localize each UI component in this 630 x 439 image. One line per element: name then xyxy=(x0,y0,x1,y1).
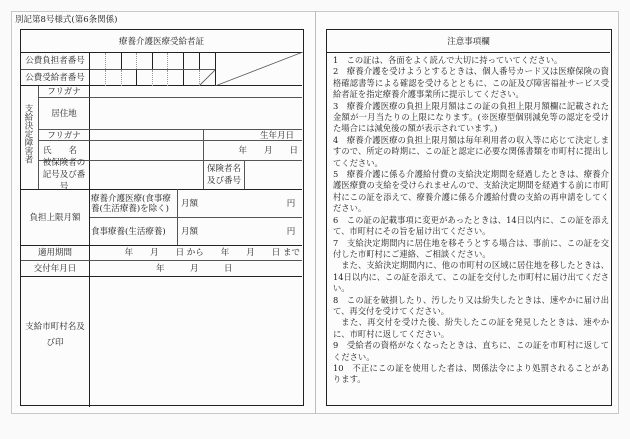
unused-area-slash xyxy=(215,52,303,86)
certificate-table xyxy=(20,29,304,406)
note-item: また、再交付を受けた後、紛失したこの証を発見したときは、速やかに、市町村に返してください。 xyxy=(333,317,609,339)
address-label: 居住地 xyxy=(51,108,77,119)
public-recipient-number-field[interactable] xyxy=(90,70,215,86)
meal-yen-unit: 円 xyxy=(286,226,296,237)
issue-date-field[interactable]: 年 月 日 xyxy=(156,263,233,274)
note-item: 3 療養介護医療の負担上限月額はこの証の負担上限月額欄に記載された金額が一月当たりの上限になります。(※医療型個別減免等の認定を受けた場合には減免後の額が表示されています。) xyxy=(333,100,609,134)
furigana-name-label: フリガナ xyxy=(47,130,81,141)
note-item: 8 この証を破損したり、汚したり又は紛失したときは、速やかに届け出て、再交付を受けてください。 xyxy=(333,294,609,316)
medical-monthly-label: 月額 xyxy=(181,198,199,209)
address-field[interactable] xyxy=(90,98,302,129)
name-label: 氏 名 xyxy=(43,145,78,156)
public-burden-number-label: 公費負担者番号 xyxy=(25,56,85,66)
insurer-label: 保険者名及び番号 xyxy=(206,164,241,186)
note-item: 4 療養介護医療の負担上限月額は毎年利用者の収入等に応じて決定しますので、所定の時期に、この証と認定に必要な関係書類を市町村に提出してください。 xyxy=(333,134,609,168)
birthdate-field[interactable]: 年 月 日 xyxy=(238,145,298,156)
note-item: 1 この証は、各面をよく読んで大切に持っていてください。 xyxy=(333,55,563,65)
notes-list xyxy=(333,55,609,386)
note-item: 2 療養介護を受けようとするときは、個人番号カード又は医療保険の資格確認書等による確認を受けるとともに、この証及び障害福祉サービス受給者証を指定療養介護事業所に提示してください。 xyxy=(333,66,609,100)
note-item: 10 不正にこの証を使用した者は、関係法令により処罰されることがあります。 xyxy=(333,362,609,385)
note-item: 7 支給決定期間内に居住地を移そうとする場合は、事前に、この証を交付した市町村にご連絡、ご相談ください。 xyxy=(333,237,609,259)
medical-yen-unit: 円 xyxy=(286,198,296,209)
page-divider xyxy=(315,11,316,414)
municipality-label: 支給市町村名及び印 xyxy=(25,322,85,348)
note-item: 9 受給者の資格がなくなったときは、直ちに、この証を市町村に返してください。 xyxy=(333,340,609,362)
public-recipient-number-label: 公費受給者番号 xyxy=(25,73,85,83)
insured-number-field[interactable] xyxy=(90,161,203,189)
form-caption: 別記第8号様式(第6条関係) xyxy=(15,15,118,25)
meal-amount-field[interactable] xyxy=(211,218,283,245)
furigana-label: フリガナ xyxy=(47,86,81,97)
meal-care-label: 食事療養(生活療養) xyxy=(91,226,166,237)
certificate-title: 療養介護医療受給者証 xyxy=(118,36,204,47)
birthdate-label: 生年月日 xyxy=(259,130,294,141)
check-digit-slash xyxy=(199,70,215,86)
burden-limit-label: 負担上限月額 xyxy=(29,212,81,223)
notes-title: 注意事項欄 xyxy=(447,36,490,47)
period-field[interactable]: 年 月 日 から 年 月 日 まで xyxy=(124,248,300,258)
meal-monthly-label: 月額 xyxy=(181,226,199,237)
furigana-address-field[interactable] xyxy=(90,86,302,97)
medical-care-label: 療養介護医療(食事療養(生活療養)を除く) xyxy=(91,193,171,214)
insured-number-label: 被保険者の記号及び番号 xyxy=(42,158,86,192)
name-field[interactable] xyxy=(90,141,203,160)
recipient-group-label: 支給決定障害者 xyxy=(23,104,33,164)
notes-table xyxy=(326,29,612,406)
period-label: 適用期間 xyxy=(37,248,72,258)
municipality-seal-field[interactable] xyxy=(90,277,302,404)
issue-date-label: 交付年月日 xyxy=(33,263,77,274)
note-item: 6 この証の記載事項に変更があったときは、14日以内に、この証を添えて、市町村にその旨を届け出てください。 xyxy=(333,214,609,237)
insurer-field[interactable] xyxy=(245,161,302,189)
note-item: また、支給決定期間内に、他の市町村の区域に居住地を移したときは、14日以内に、この証を添えて、この証を交付した市町村に届け出てください。 xyxy=(333,260,609,294)
public-burden-number-field[interactable] xyxy=(90,53,215,69)
note-item: 5 療養介護に係る介護給付費の支給決定期間を経過したときは、療養介護医療費の支給を受けられませんので、支給決定期間を経過する前に市町村にこの証を添えて、療養介護に係る介護給付費の支給の再申請をしてください。 xyxy=(333,169,609,214)
medical-amount-field[interactable] xyxy=(211,190,283,217)
